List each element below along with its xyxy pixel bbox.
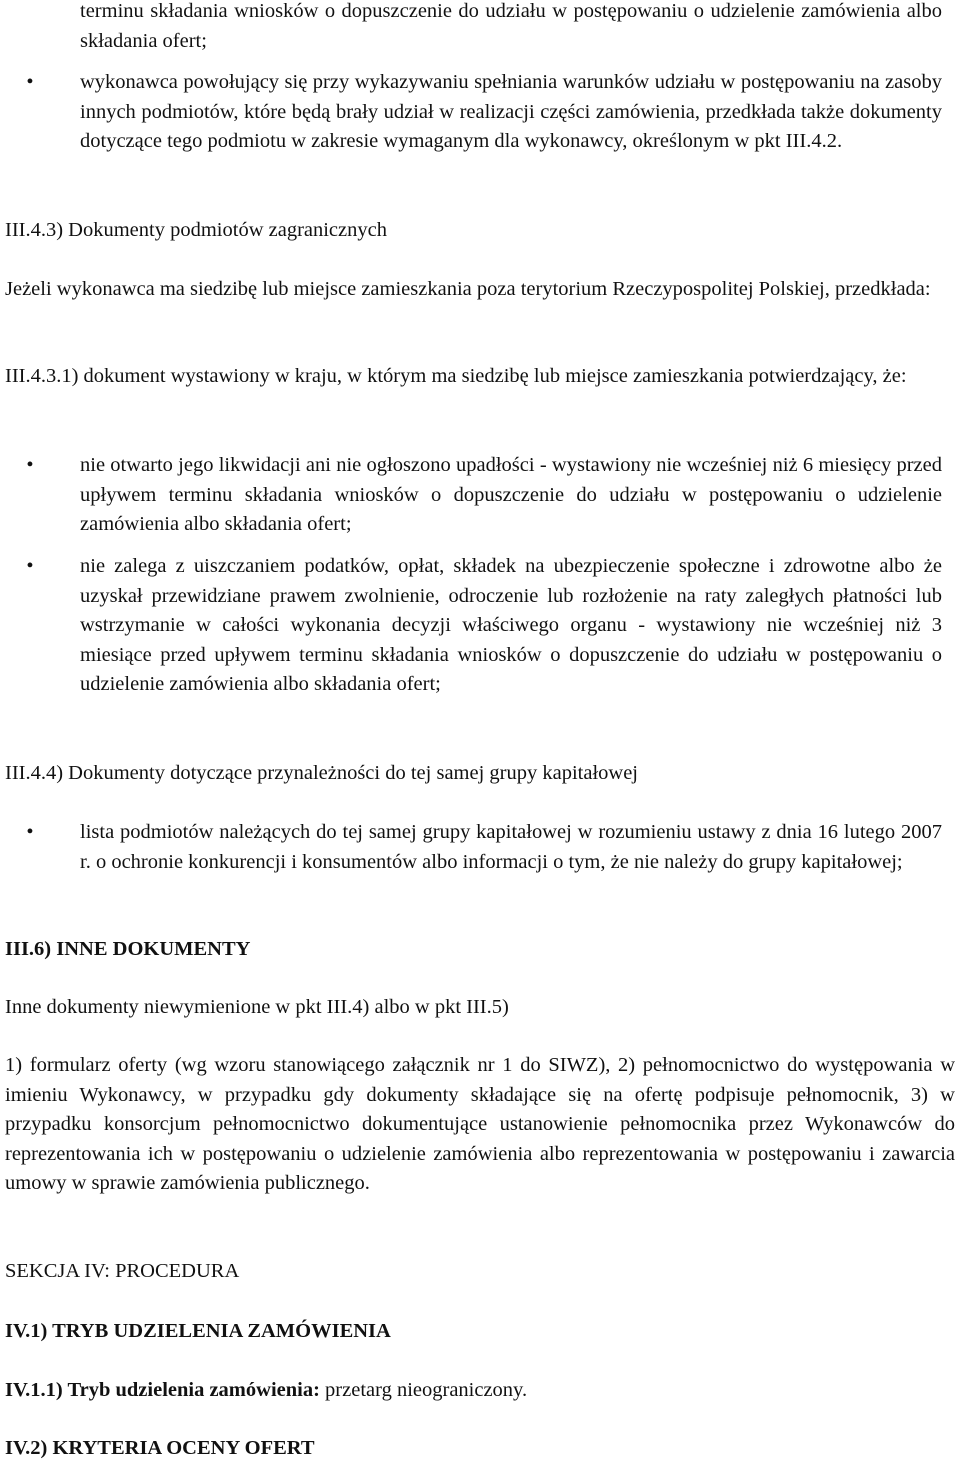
section-heading-iv-2: IV.2) KRYTERIA OCENY OFERT	[5, 1437, 315, 1459]
section-heading-iii-6: III.6) INNE DOKUMENTY	[5, 938, 251, 960]
section-heading-iii-4-3: III.4.3) Dokumenty podmiotów zagranicznych	[5, 219, 387, 241]
bullet-icon: •	[26, 454, 34, 476]
list-item-capital-group: lista podmiotów należących do tej samej grupy kapitałowej w rozumieniu ustawy z dnia 16 lutego 2007 r. o ochronie konkurencji i konsumentów albo informacji o tym, że nie należy do grupy kapitałowej;	[80, 821, 942, 873]
bullet-icon: •	[26, 71, 34, 93]
section-heading-sekcja-iv: SEKCJA IV: PROCEDURA	[5, 1260, 240, 1282]
list-item-no-tax-arrears: nie zalega z uiszczaniem podatków, opłat, składek na ubezpieczenie społeczne i zdrowotne albo że uzyskał przewidziane prawem zwolnienie, odroczenie lub rozłożenie na raty zaległych płatności lub wstrzymanie w całości wykonania decyzji właściwego organu - wystawiony nie wcześniej niż 3 miesiące przed upływem terminu składania wniosków o dopuszczenie do udziału w postępowaniu o udzielenie zamówienia albo składania ofert;	[80, 555, 942, 695]
paragraph-iii-4-3-1: III.4.3.1) dokument wystawiony w kraju, w którym ma siedzibę lub miejsce zamieszkania potwierdzający, że:	[5, 365, 907, 387]
section-heading-iv-1-1	[5, 1376, 955, 1406]
paragraph-other-documents: Inne dokumenty niewymienione w pkt III.4) albo w pkt III.5)	[5, 996, 509, 1018]
section-heading-iv-1: IV.1) TRYB UDZIELENIA ZAMÓWIENIA	[5, 1320, 391, 1342]
procedure-label: IV.1.1) Tryb udzielenia zamówienia:	[5, 1379, 320, 1401]
list-item-foreign-resources: wykonawca powołujący się przy wykazywaniu spełniania warunków udziału w postępowaniu na zasoby innych podmiotów, które będą brały udział w realizacji części zamówienia, przedkłada także dokumenty dotyczące tego podmiotu w zakresie wymaganym dla wykonawcy, określonym w pkt III.4.2.	[80, 71, 942, 152]
bullet-icon: •	[26, 555, 34, 577]
bullet-icon: •	[26, 821, 34, 843]
section-heading-iii-4-4: III.4.4) Dokumenty dotyczące przynależności do tej samej grupy kapitałowej	[5, 762, 638, 784]
procedure-value: przetarg nieograniczony.	[319, 1379, 528, 1401]
paragraph-foreign-entity: Jeżeli wykonawca ma siedzibę lub miejsce zamieszkania poza terytorium Rzeczypospolitej Polskiej, przedkłada:	[5, 278, 931, 300]
list-item-continuation: terminu składania wniosków o dopuszczenie do udziału w postępowaniu o udzielenie zamówienia albo składania ofert;	[80, 0, 942, 52]
list-item-no-liquidation: nie otwarto jego likwidacji ani nie ogłoszono upadłości - wystawiony nie wcześniej niż 6 miesięcy przed upływem terminu składania wniosków o dopuszczenie do udziału w postępowaniu o udzielenie zamówienia albo składania ofert;	[80, 454, 942, 535]
paragraph-document-list: 1) formularz oferty (wg wzoru stanowiącego załącznik nr 1 do SIWZ), 2) pełnomocnictwo do występowania w imieniu Wykonawcy, w przypadku gdy dokumenty składające się na ofertę podpisuje pełnomocnik, 3) w przypadku konsorcjum pełnomocnictwo dokumentujące ustanowienie pełnomocnika przez Wykonawców do reprezentowania ich w postępowaniu o udzielenie zamówienia albo reprezentowania w postępowaniu i zawarcia umowy w sprawie zamówienia publicznego.	[5, 1054, 955, 1194]
